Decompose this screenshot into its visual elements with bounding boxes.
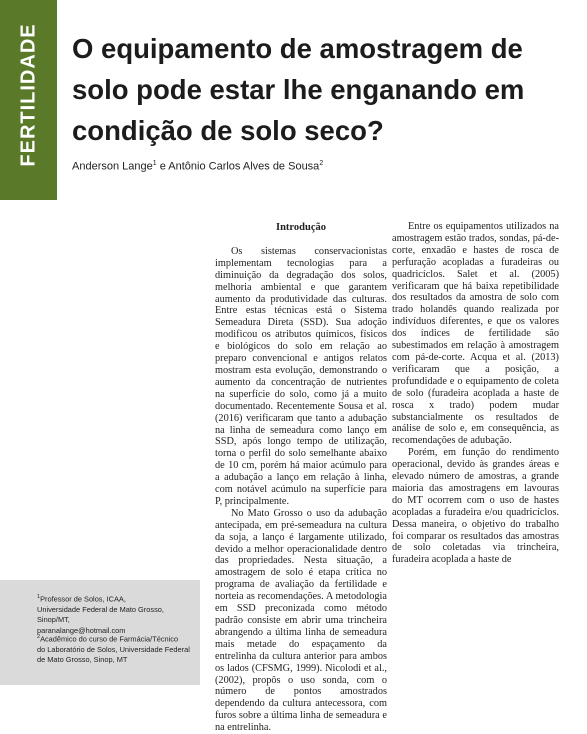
footnote-line: Acadêmico do curso de Farmácia/Técnico (40, 634, 179, 644)
affiliations-box (0, 580, 200, 685)
affiliation-footnote (37, 592, 197, 636)
footnote-line: de Mato Grosso, Sinop, MT (37, 655, 128, 665)
section-heading: Introdução (276, 222, 326, 233)
body-paragraph: No Mato Grosso o uso da adubação antecipada, em pré-semeadura na cultura da soja, a lanço é largamente utilizado, devido a melhor operacionalidade dentro das propriedades. Nesta situação, a amostragem de solo é etapa crítica no programa de avaliação da fertilidade e norteia as recomendações. A metodologia em SSD preconizada como método padrão consiste em abrir uma trincheira abrangendo a última linha de semeadura mais metade do espaçamento da entrelinha da cultura anterior para ambos os lados (CFSMG, 1999). Nicolodi et al., (2002), propôs o uso sonda, com o número de pontos amostrados dependendo da cultura antecessora, com furos sobre a última linha de semeadura e na entrelinha. (215, 507, 387, 734)
footnote-line: Universidade Federal de Mato Grosso, Sinop/MT, (37, 604, 164, 625)
body-column-right (392, 221, 559, 566)
body-paragraph: Porém, em função do rendimento operacional, devido às grandes áreas e elevado número de amostras, a grande maioria das amostragens em lavouras do MT ocorrem com o uso de hastes acopladas a furadeira e/ou quadricíclos. Dessa maneira, o objetivo do trabalho foi comparar os resultados das amostras de solo coletadas via trincheira, furadeira acoplada a haste de (392, 447, 559, 566)
body-paragraph: Os sistemas conservacionistas implementam tecnologias para a diminuição da degradação dos solos, melhoria ambiental e que garantem aumento da produtividade das culturas. Entre estas técnicas está o Sistema Semeadura Direta (SSD). Sua adoção modificou os atributos químicos, físicos e biológicos do solo em relação ao preparo convencional e antigos relatos mostram esta evolução, demonstrando o aumento da concentração de nutrientes na superfície do solo, como já a muito documentado. Recentemente Sousa et al. (2016) verificaram que tanto a adubação na linha de semeadura como lanço em SSD, após longo tempo de utilização, torna o perfil do solo semelhante abaixo de 10 cm, porém há maior acúmulo para a adubação a lanço em relação à linha, com notável acúmulo na superfície para P, principalmente. (215, 245, 387, 507)
author-affiliation-mark: 1 (152, 160, 157, 167)
section-label: FERTILIDADE (17, 23, 39, 167)
body-paragraph: Entre os equipamentos utilizados na amostragem estão trados, sondas, pá-de-corte, enxadão e hastes de rosca de perfuração acopladas a furadeiras ou quadricíclos. Salet et al. (2005) verificaram que há baixa repetibilidade dos resultados da amostra de solo com trado holandês quando realizada por indivíduos diferentes, e que os valores dos índices de fertilidade são subestimados em relação à amostragem com pá-de-corte. Acqua et al. (2013) verificaram que a posição, a profundidade e o equipamento de coleta de solo (furadeira acoplada a haste de rosca x trado) podem mudar substancialmente os resultados de análise de solo e, em consequência, as recomendações de adubação. (392, 221, 559, 447)
authors-connector: e (156, 160, 169, 173)
authors-line (72, 160, 323, 173)
footnote-mark: 2 (37, 634, 41, 640)
author-name: Anderson Lange (72, 160, 153, 173)
footnote-email-link[interactable]: paranalange@hotmail.com (37, 625, 126, 635)
footnote-line: do Laboratório de Solos, Universidade Federal (37, 644, 190, 654)
author-name: Antônio Carlos Alves de Sousa (168, 160, 320, 173)
footnote-line: Professor de Solos, ICAA, (40, 594, 126, 604)
author-affiliation-mark: 2 (319, 160, 324, 167)
article-title: O equipamento de amostragem de solo pode estar lhe enganando em condição de solo seco? (72, 33, 525, 146)
section-tab (0, 0, 57, 200)
body-column-left (215, 222, 387, 734)
footnote-mark: 1 (37, 594, 41, 600)
affiliation-footnote (37, 632, 197, 666)
